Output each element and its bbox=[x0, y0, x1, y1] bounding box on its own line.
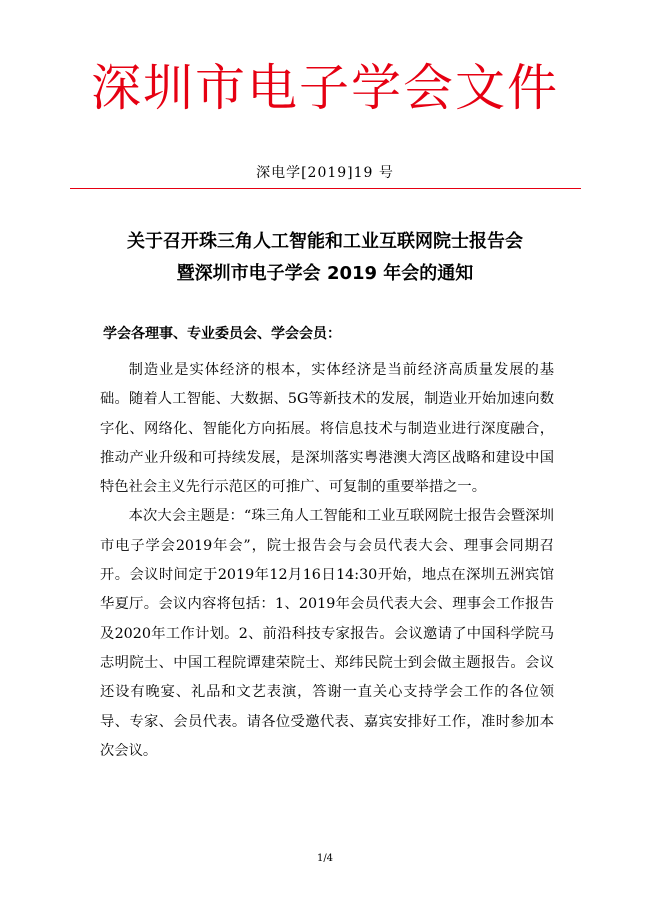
notice-title-line-1: 关于召开珠三角人工智能和工业互联网院士报告会 bbox=[127, 231, 523, 252]
salutation: 学会各理事、专业委员会、学会会员： bbox=[103, 326, 341, 342]
notice-body bbox=[100, 356, 554, 766]
red-divider-line bbox=[70, 188, 581, 189]
body-paragraph-1: 制造业是实体经济的根本，实体经济是当前经济高质量发展的基础。随着人工智能、大数据、5G等新技术的发展，制造业开始加速向数字化、网络化、智能化方向拓展。将信息技术与制造业进行深度融合，推动产业升级和可持续发展，是深圳落实粤港澳大湾区战略和建设中国特色社会主义先行示范区的可推广、可复制的重要举措之一。 bbox=[100, 362, 554, 496]
page-number: 1/4 bbox=[316, 853, 334, 864]
notice-title-line-2: 暨深圳市电子学会 2019 年会的通知 bbox=[176, 263, 474, 284]
notice-title bbox=[0, 226, 650, 290]
body-paragraph-2: 本次大会主题是：“珠三角人工智能和工业互联网院士报告会暨深圳市电子学会2019年会”，院士报告会与会员代表大会、理事会同期召开。会议时间定于2019年12月16日14:30开始，地点在深圳五洲宾馆华夏厅。会议内容将包括：1、2019年会员代表大会、理事会工作报告及2020年工作计划。2、前沿科技专家报告。会议邀请了中国科学院马志明院士、中国工程院谭建荣院士、郑纬民院士到会做主题报告。会议还设有晚宴、礼品和文艺表演，答谢一直关心支持学会工作的各位领导、专家、会员代表。请各位受邀代表、嘉宾安排好工作，准时参加本次会议。 bbox=[100, 508, 554, 759]
masthead-title: 深圳市电子学会文件 bbox=[91, 59, 559, 117]
document-number: 深电学[2019]19 号 bbox=[256, 165, 394, 181]
